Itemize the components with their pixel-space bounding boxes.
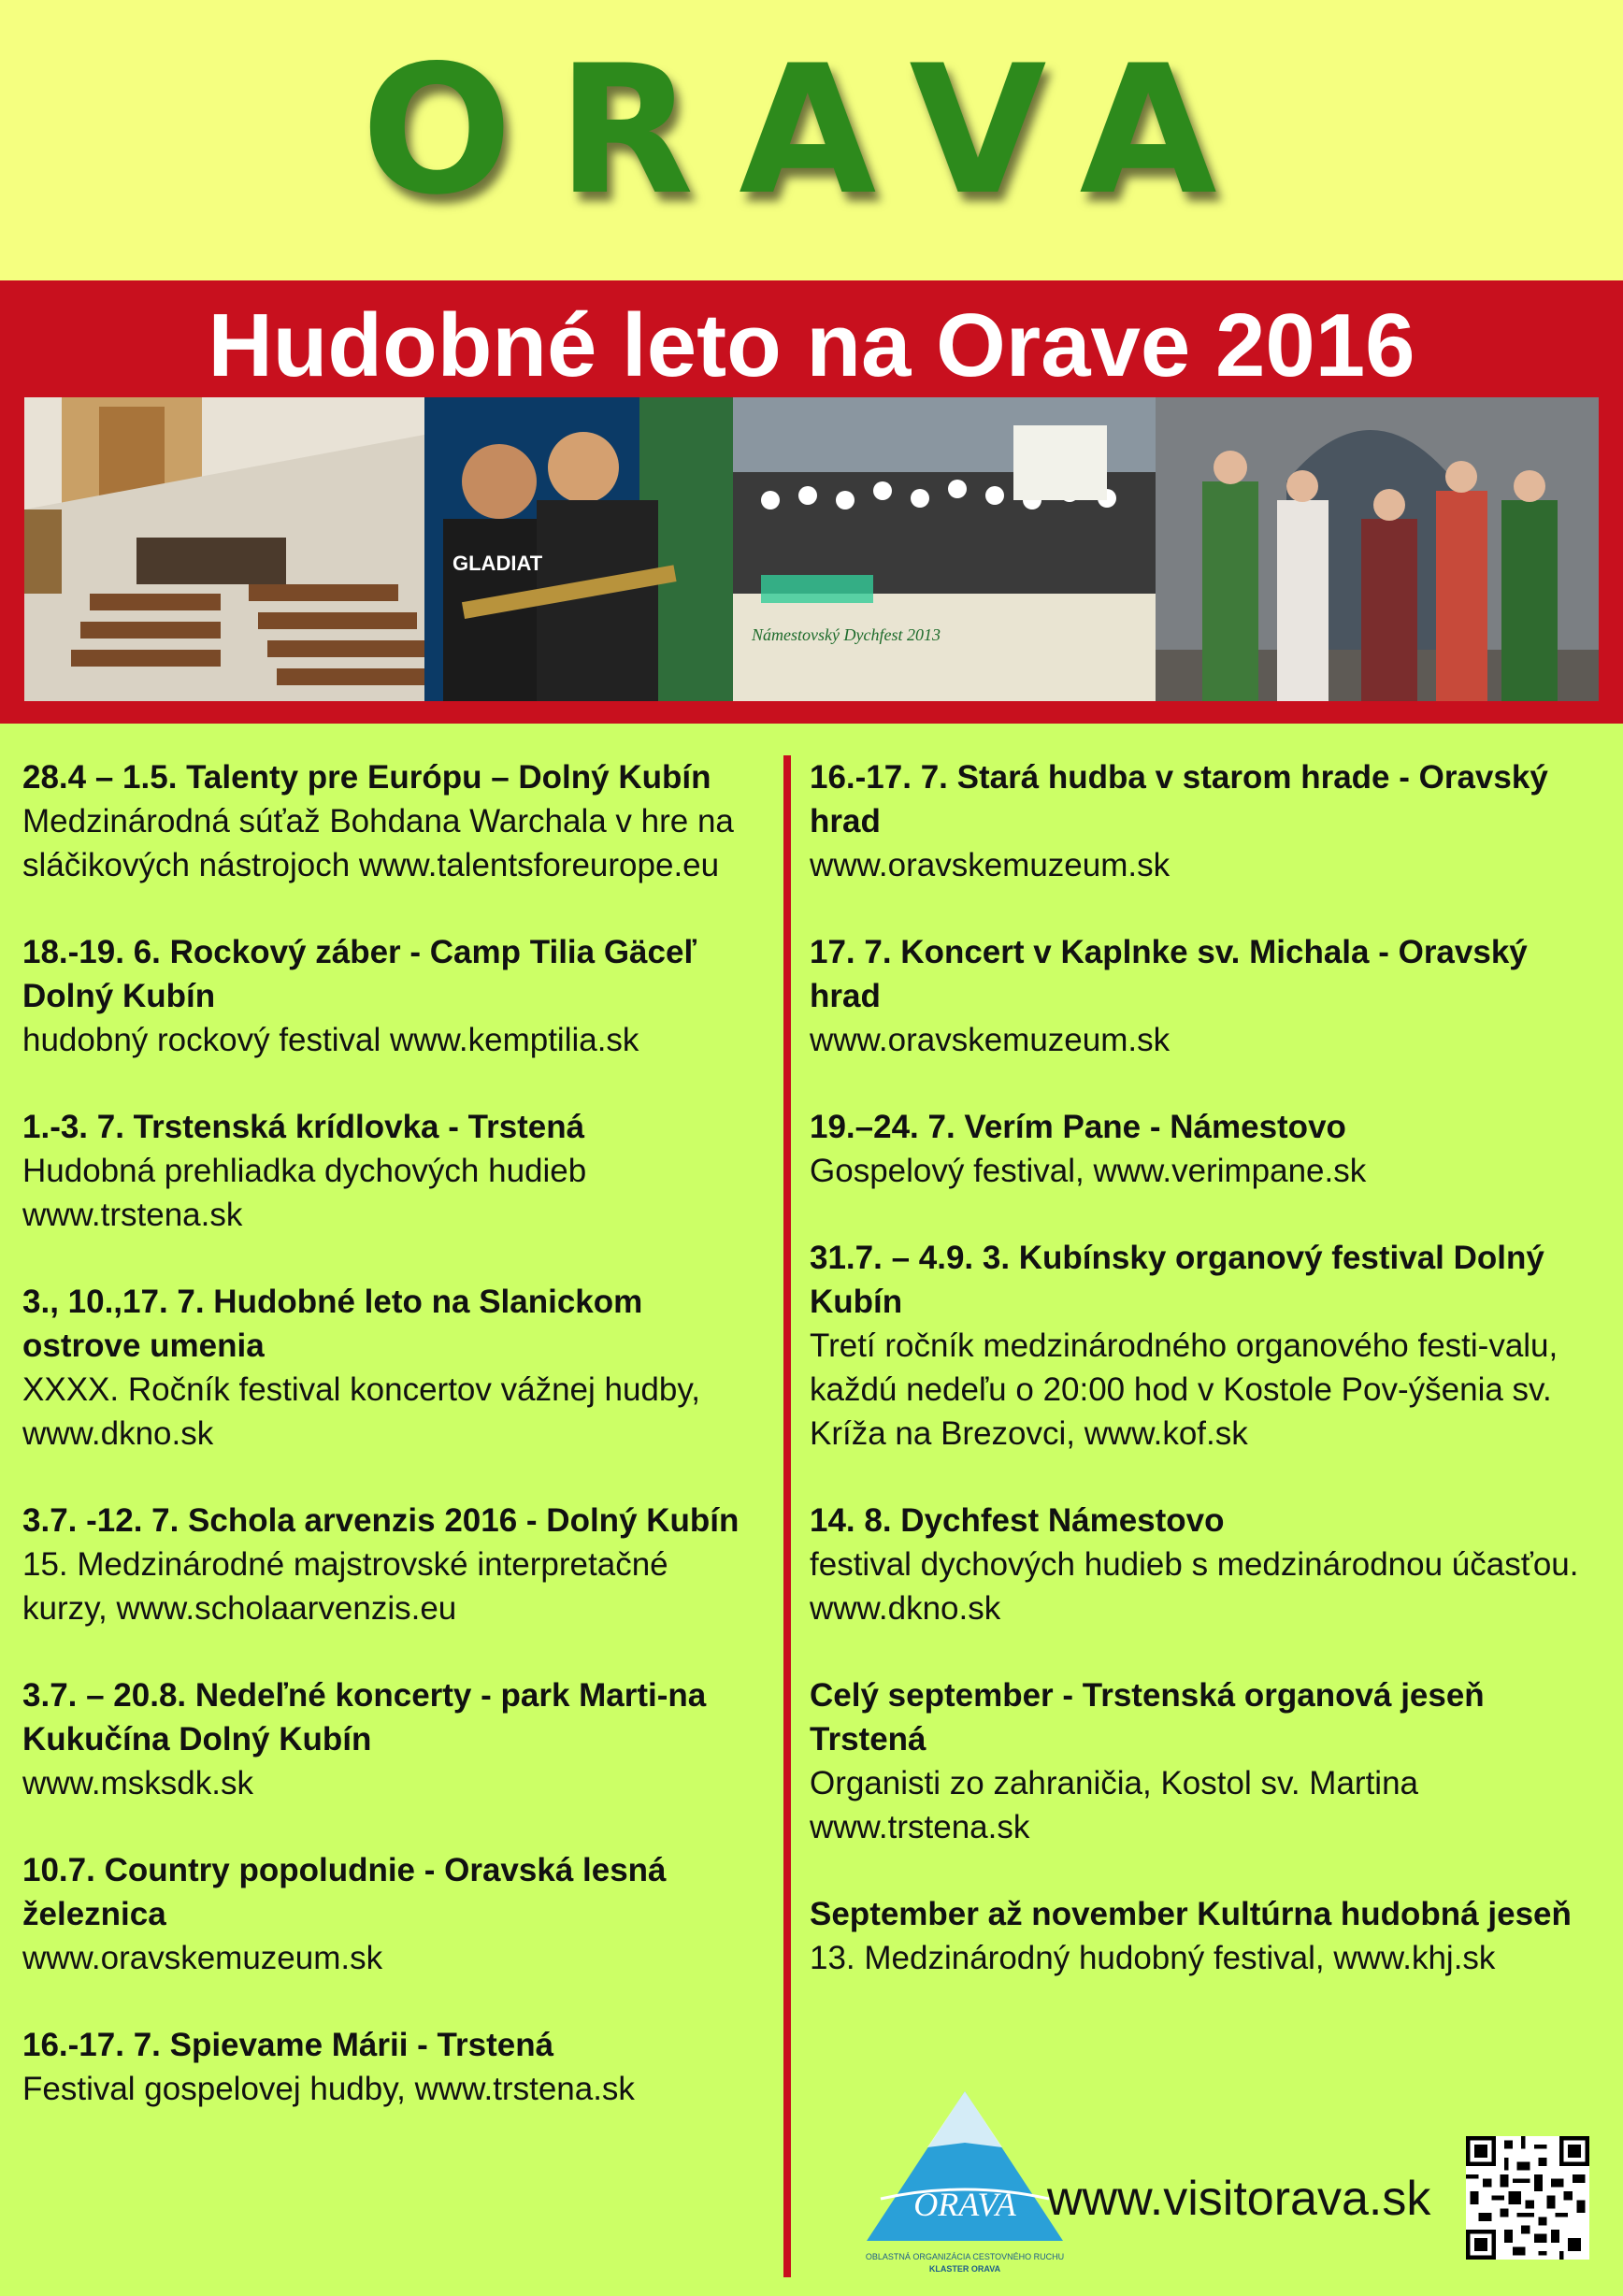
event-description: Medzinárodná súťaž Bohdana Warchala v hre na sláčikových nástrojoch www.talentsforeurope.eu <box>22 803 734 883</box>
event-description: Festival gospelovej hudby, www.trstena.sk <box>22 2071 635 2107</box>
event-title: 16.-17. 7. Spievame Márii - Trstená <box>22 2027 554 2063</box>
event-item <box>810 1673 1604 1849</box>
brand-title: ORAVA <box>361 27 1262 234</box>
orava-logo <box>853 2087 1077 2283</box>
rock-concert-photo <box>424 397 733 701</box>
early-music-photo <box>1156 397 1599 701</box>
event-item <box>810 1499 1604 1630</box>
event-title: 19.–24. 7. Verím Pane - Námestovo <box>810 1109 1346 1145</box>
event-description: www.oravskemuzeum.sk <box>810 1022 1171 1058</box>
event-title: 1.-3. 7. Trstenská krídlovka - Trstená <box>22 1109 585 1145</box>
poster-title: Hudobné leto na Orave 2016 <box>208 295 1415 395</box>
event-description: Gospelový festival, www.verimpane.sk <box>810 1153 1367 1189</box>
event-sign-text: Námestovský Dychfest 2013 <box>752 625 941 644</box>
logo-wordmark: ORAVA <box>913 2186 1016 2223</box>
event-description: 15. Medzinárodné majstrovské interpretačné kurzy, www.scholaarvenzis.eu <box>22 1546 668 1627</box>
photo-strip <box>24 397 1599 701</box>
church-concert-photo <box>24 397 424 701</box>
event-description: www.msksdk.sk <box>22 1765 253 1801</box>
logo-caption-cluster: KLASTER ORAVA <box>928 2264 1001 2274</box>
event-item <box>22 930 761 1062</box>
event-description: www.oravskemuzeum.sk <box>22 1940 383 1976</box>
event-description: XXXX. Ročník festival koncertov vážnej hudby, www.dkno.sk <box>22 1371 700 1452</box>
right-event-column <box>810 755 1604 2023</box>
event-item <box>22 1499 761 1630</box>
event-item <box>810 1236 1604 1456</box>
brass-band-photo <box>733 397 1156 701</box>
event-item <box>810 1105 1604 1193</box>
event-item <box>22 1848 761 1980</box>
event-description: Tretí ročník medzinárodného organového festi-valu, každú nedeľu o 20:00 hod v Kostole Pov-ýšenia sv. Kríža na Brezovci, www.kof.sk <box>810 1327 1558 1452</box>
event-title: September až november Kultúrna hudobná jeseň <box>810 1896 1572 1932</box>
event-description: Organisti zo zahraničia, Kostol sv. Martina www.trstena.sk <box>810 1765 1419 1845</box>
qr-code <box>1466 2136 1589 2260</box>
event-title: 17. 7. Koncert v Kaplnke sv. Michala - Oravský hrad <box>810 934 1528 1014</box>
event-title: 14. 8. Dychfest Námestovo <box>810 1502 1225 1539</box>
event-description: festival dychových hudieb s medzinárodnou účasťou. www.dkno.sk <box>810 1546 1579 1627</box>
event-title: 31.7. – 4.9. 3. Kubínsky organový festival Dolný Kubín <box>810 1240 1544 1320</box>
column-divider <box>783 755 791 2277</box>
event-title: 3.7. – 20.8. Nedeľné koncerty - park Marti-na Kukučína Dolný Kubín <box>22 1677 707 1758</box>
event-description: Hudobná prehliadka dychových hudieb www.trstena.sk <box>22 1153 587 1233</box>
event-item <box>22 1280 761 1456</box>
event-title: 3., 10.,17. 7. Hudobné leto na Slanickom ostrove umenia <box>22 1284 643 1364</box>
event-description: hudobný rockový festival www.kemptilia.sk <box>22 1022 639 1058</box>
event-title: 16.-17. 7. Stará hudba v starom hrade - Oravský hrad <box>810 759 1548 839</box>
event-item <box>810 755 1604 887</box>
event-description: 13. Medzinárodný hudobný festival, www.khj.sk <box>810 1940 1496 1976</box>
event-item <box>22 755 761 887</box>
website-url[interactable]: www.visitorava.sk <box>1047 2172 1431 2226</box>
event-item <box>22 2023 761 2111</box>
logo-caption: OBLASTNÁ ORGANIZÁCIA CESTOVNÉHO RUCHU <box>865 2252 1065 2261</box>
event-title: 18.-19. 6. Rockový záber - Camp Tilia Gäceľ Dolný Kubín <box>22 934 697 1014</box>
event-title: Celý september - Trstenská organová jeseň Trstená <box>810 1677 1485 1758</box>
event-title: 28.4 – 1.5. Talenty pre Európu – Dolný Kubín <box>22 759 711 796</box>
event-item <box>810 930 1604 1062</box>
event-item <box>810 1892 1604 1980</box>
event-item <box>22 1673 761 1805</box>
shirt-text: GLADIAT <box>452 552 543 575</box>
left-event-column <box>22 755 761 2154</box>
event-title: 3.7. -12. 7. Schola arvenzis 2016 - Dolný Kubín <box>22 1502 740 1539</box>
event-title: 10.7. Country popoludnie - Oravská lesná železnica <box>22 1852 667 1932</box>
event-item <box>22 1105 761 1237</box>
event-description: www.oravskemuzeum.sk <box>810 847 1171 883</box>
